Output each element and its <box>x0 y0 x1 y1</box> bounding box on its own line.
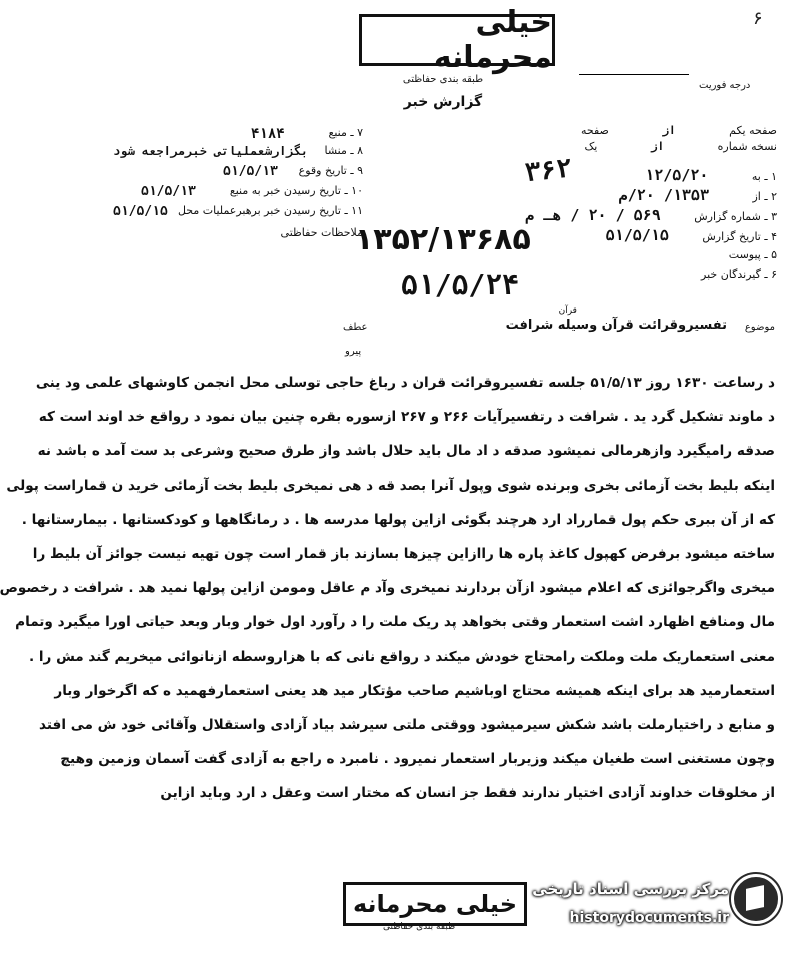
handwritten-file-date: ۵۱/۵/۲۴ <box>401 268 520 301</box>
handwritten-number: ۳۶۲ <box>523 153 574 189</box>
report-title: گزارش خبر <box>403 94 483 110</box>
priority-line <box>579 74 689 75</box>
archive-watermark <box>511 866 787 948</box>
body-line: میخری واگرجوائزی که اعلام میشود ازآن بردارند نمیخری وآد م عاقل ومومن ازاین پولها نمید هد . شرافت د رخصوص <box>0 580 775 597</box>
watermark-title: مرکز بررسی اسناد تاریخی <box>532 880 729 898</box>
body-line: از مخلوقات خداوند آزادی اختیار ندارند فقط جز انسان که مختار است وعقل د ارد وباید ازاین <box>160 785 775 802</box>
body-line: مال ومنافع اظهارد اشت استعمار وقتی بخواهد پد ریک ملت را د رآورد اول خوار وبار وبعد حیاتی اورا میگیرد وتمام <box>15 614 775 631</box>
field-report-number: ۳ ـ شماره گزارش ۵۶۹ / ۲۰ / هـ م <box>525 206 777 224</box>
field-security-notes: ملاحظات حفاظتی <box>280 226 363 239</box>
body-line: د ماوند تشکیل گرد ید . شرافت د رتفسیرآیات ۲۶۶ و ۲۶۷ ازسوره بقره چنین بیان نمود د رواقع خد اوند است که <box>38 409 775 426</box>
body-line: و منابع د راختیارملت باشد شکش سیرمیشود ووقتی ملتی سیرشد بیاد آزادی واستقلال وآقائی خود ش می افتد <box>39 716 775 733</box>
bottom-confidential-stamp: خیلی محرمانه <box>343 882 527 926</box>
field-page: صفحه یکم از صفحه <box>580 124 777 137</box>
body-line: ساخته میشود برفرض کهپول کاغذ پاره ها راازاین چیزها بسازند باز قمار است چون تهیه نیست جوائز آن بلیط را <box>32 545 775 562</box>
report-body <box>0 366 775 810</box>
body-line: اینکه بلیط بخت آزمائی بخری وبرنده شوی وپول آنرا بصد قه د هی نمیخری بلیط بخت آزمائی خرید ن قماراست پولی <box>6 477 775 494</box>
subject-label: موضوع <box>744 322 775 333</box>
classification-label: طبقه بندی حفاظتی <box>402 74 484 85</box>
body-line: صدقه رامیگیرد وازهرمالی نمیشود صدقه د اد مال باید حلال باشد واز طرق صحیح وشرعی بد ست آمد ه باشد نه <box>37 443 775 460</box>
field-copy-number: نسخه شماره از یک <box>584 140 777 153</box>
watermark-url: historydocuments.ir <box>569 910 729 926</box>
field-recipients: ۶ ـ گیرندگان خبر <box>701 268 777 281</box>
priority-label: درجه فوریت <box>699 80 751 91</box>
field-ops-received-date: ۱۱ ـ تاریخ رسیدن خبر برهبرعملیات محل ۵۱/۵/۱۵ <box>113 204 363 219</box>
field-report-date: ۴ ـ تاریخ گزارش ۵۱/۵/۱۵ <box>605 226 777 244</box>
body-line: معنی استعماریک ملت وملکت رامحتاج خودش میکند د رواقع نانی که با هزاروسطه ازنانوائی میخریم گند مش را . <box>28 648 775 665</box>
field-to: ۱ ـ به ۱۲/۵/۲۰ <box>645 166 777 184</box>
subject-text: تفسیروقرائت قرآن وسیله شرافت <box>505 318 727 333</box>
following-label: پیرو <box>345 346 362 357</box>
archive-logo-icon <box>731 874 781 924</box>
body-line: وچون مستغنی است طغیان میکند وزیربار استعمار نمیرود . نامبرد ه راجع به آزادی گفت آسمان وزمین وهیچ <box>60 751 775 768</box>
page-number: ۶ <box>753 8 763 29</box>
field-from: ۲ ـ از ۱۳۵۳/ ۲۰/م <box>618 186 777 204</box>
footer-classification-label: طبقه بندی حفاظتی <box>383 922 456 932</box>
top-confidential-stamp: خیلی محرمانه <box>359 14 555 66</box>
field-origin: ۸ ـ منشا بگزارشعملیاتی خبرمراجعه شود <box>113 144 363 158</box>
subject-note: قرآن <box>558 306 577 316</box>
body-line: استعمارمید هد برای اینکه همیشه محتاج اوباشیم صاحب مؤتکار مید هد یعنی استعمارفهمید ه که اگرخوار وبار <box>54 682 775 699</box>
field-attachment: ۵ ـ پیوست <box>728 248 777 261</box>
handwritten-file-number: ۱۳۵۲/۱۳۶۸۵ <box>355 222 531 257</box>
field-occurrence-date: ۹ ـ تاریخ وقوع ۵۱/۵/۱۳ <box>223 164 363 179</box>
body-line: که از آن ببری حکم پول قمارراد ارد هرچند بگوئی ازاین پولها مدرسه ها . د رمانگاهها و کودکستانها . بیمارستانها . <box>21 511 775 528</box>
reference-label: عطف <box>343 322 368 333</box>
body-line: د رساعت ۱۶۳۰ روز ۵۱/۵/۱۳ جلسه تفسیروقرائت قران د رباغ حاجی توسلی محل انجمن کاوشهای علمی ود ینی <box>35 375 775 391</box>
field-source-received-date: ۱۰ ـ تاریخ رسیدن خبر به منبع ۵۱/۵/۱۳ <box>141 184 363 199</box>
field-source: ۷ ـ منبع ۴۱۸۴ <box>251 126 363 142</box>
